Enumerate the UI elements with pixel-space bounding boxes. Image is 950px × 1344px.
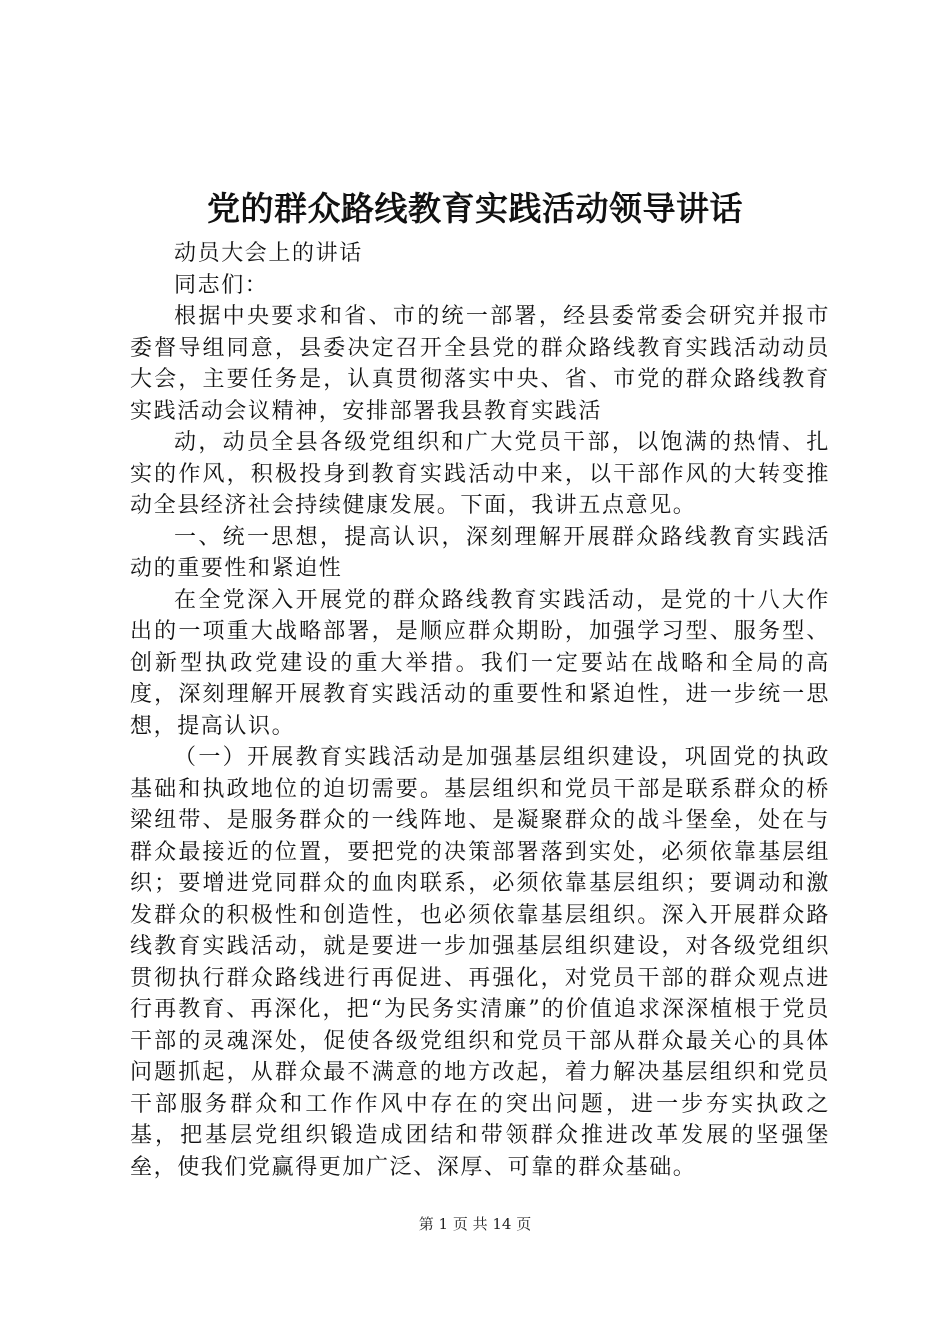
body-paragraph: 在全党深入开展党的群众路线教育实践活动，是党的十八大作出的一项重大战略部署，是顺应群众期盼，加强学习型、服务型、创新型执政党建设的重大举措。我们一定要站在战略和全局的高度，深刻理解开展教育实践活动的重要性和紧迫性，进一步统一思想，提高认识。 xyxy=(130,587,830,739)
salutation-paragraph: 同志们： xyxy=(174,272,269,298)
body-paragraph: 动，动员全县各级党组织和广大党员干部，以饱满的热情、扎实的作风，积极投身到教育实践活动中来，以干部作风的大转变推动全县经济社会持续健康发展。下面，我讲五点意见。 xyxy=(130,430,830,518)
body-paragraph: （一）开展教育实践活动是加强基层组织建设，巩固党的执政基础和执政地位的迫切需要。基层组织和党员干部是联系群众的桥梁纽带、是服务群众的一线阵地、是凝聚群众的战斗堡垒，处在与群众最接近的位置，要把党的决策部署落到实处，必须依靠基层组织；要增进党同群众的血肉联系，必须依靠基层组织；要调动和激发群众的积极性和创造性，也必须依靠基层组织。深入开展群众路线教育实践活动，就是要进一步加强基层组织建设，对各级党组织贯彻执行群众路线进行再促进、再强化，对党员干部的群众观点进行再教育、再深化，把“为民务实清廉”的价值追求深深植根于党员干部的灵魂深处，促使各级党组织和党员干部从群众最关心的具体问题抓起，从群众最不满意的地方改起，着力解决基层组织和党员干部服务群众和工作作风中存在的突出问题，进一步夯实执政之基，把基层党组织锻造成团结和带领群众推进改革发展的坚强堡垒，使我们党赢得更加广泛、深厚、可靠的群众基础。 xyxy=(130,745,830,1180)
body-paragraph: 根据中央要求和省、市的统一部署，经县委常委会研究并报市委督导组同意，县委决定召开全县党的群众路线教育实践活动动员大会，主要任务是，认真贯彻落实中央、省、市党的群众路线教育实践活动会议精神，安排部署我县教育实践活 xyxy=(130,304,830,424)
page-title: 党的群众路线教育实践活动领导讲话 xyxy=(207,189,743,228)
subtitle-paragraph: 动员大会上的讲话 xyxy=(174,241,363,266)
document-body xyxy=(130,238,830,1183)
page-footer: 第 1 页 共 14 页 xyxy=(418,1215,532,1233)
section-heading: 一、统一思想，提高认识，深刻理解开展群众路线教育实践活动的重要性和紧迫性 xyxy=(130,524,830,581)
